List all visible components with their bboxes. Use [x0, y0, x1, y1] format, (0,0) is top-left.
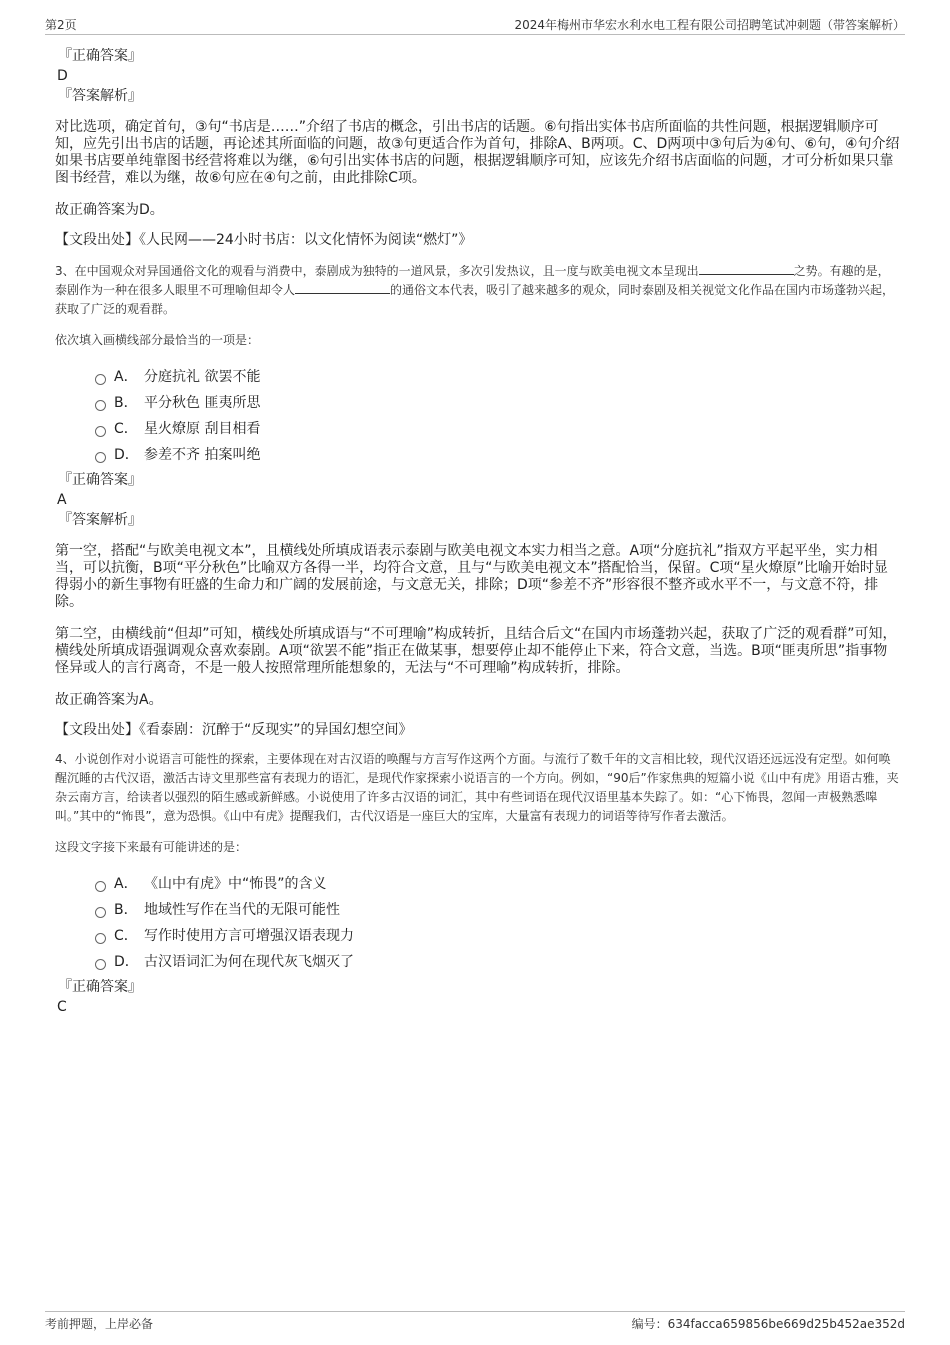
question-3-part2: 之势。有趣的是，泰剧作为一种在很多人眼里不可理喻但却令人	[55, 264, 890, 297]
option-a[interactable]	[95, 871, 900, 897]
option-text: 星火燎原 刮目相看	[144, 421, 261, 437]
document-body	[55, 46, 900, 1017]
document-id: 编号：634facca659856be669d25b452ae352d	[631, 1317, 905, 1331]
analysis-paragraph: 对比选项，确定首句，③句“书店是……”介绍了书店的概念，引出书店的话题。⑥句指出实体书店所面临的共性问题，根据逻辑顺序可知，应先引出书店的话题，再论述其所面临的问题，故③句更适合作为首句，排除A、B两项。C、D两项中③句后为④句、⑥句，④句介绍如果书店要单纯靠图书经营将难以为继，⑥句引出实体书店的问题，根据逻辑顺序可知，应该先介绍书店面临的问题，才可分析如果只靠图书经营，难以为继，故⑥句应在④句之前，由此排除C项。	[55, 119, 900, 186]
question-3-text	[55, 262, 900, 319]
option-text: 分庭抗礼 欲罢不能	[144, 369, 261, 385]
question-4-instruction: 这段文字接下来最有可能讲述的是：	[55, 840, 248, 854]
option-letter: C．	[114, 421, 138, 437]
radio-icon[interactable]	[95, 959, 106, 970]
analysis-conclusion: 故正确答案为D。	[55, 202, 164, 218]
page-header	[45, 14, 905, 35]
option-b[interactable]	[95, 897, 900, 923]
blank-1	[699, 262, 794, 275]
answer-label: 『正确答案』	[58, 48, 142, 64]
question-4-text: 4、小说创作对小说语言可能性的探索，主要体现在对古汉语的唤醒与方言写作这两个方面。与流行了数千年的文言相比较，现代汉语还远远没有定型。如何唤醒沉睡的古代汉语，激活古诗文里那些富有表现力的语汇，是现代作家探索小说语言的一个方向。例如，“90后”作家焦典的短篇小说《山中有虎》用语古雅，夹杂云南方言，给读者以强烈的陌生感或新鲜感。小说使用了许多古汉语的词汇，其中有些词语在现代汉语里基本失踪了。如：“心下怖畏，忽闻一声极熟悉嗥叫。”其中的“怖畏”，意为恐惧。《山中有虎》提醒我们，古代汉语是一座巨大的宝库，大量富有表现力的词语等待写作者去激活。	[55, 752, 899, 823]
option-text: 古汉语词汇为何在现代灰飞烟灭了	[144, 954, 354, 970]
radio-icon[interactable]	[95, 426, 106, 437]
option-text: 平分秋色 匪夷所思	[144, 395, 261, 411]
radio-icon[interactable]	[95, 374, 106, 385]
blank-2	[295, 281, 390, 294]
answer-label: 『正确答案』	[58, 979, 142, 995]
correct-answer: D	[57, 68, 68, 84]
radio-icon[interactable]	[95, 452, 106, 463]
analysis-paragraph-1: 第一空，搭配“与欧美电视文本”，且横线处所填成语表示泰剧与欧美电视文本实力相当之意。A项“分庭抗礼”指双方平起平坐，实力相当，可以抗衡，B项“平分秋色”比喻双方各得一半，均符合文意，且与“与欧美电视文本”搭配恰当，保留。C项“星火燎原”比喻开始时显得弱小的新生事物有旺盛的生命力和广阔的发展前途，与文意无关，排除；D项“参差不齐”形容很不整齐或水平不一，与文意不符，排除。	[55, 543, 888, 610]
option-letter: D．	[114, 954, 139, 970]
question-4-options	[95, 871, 900, 975]
option-letter: B．	[114, 395, 138, 411]
option-c[interactable]	[95, 416, 900, 442]
option-c[interactable]	[95, 923, 900, 949]
page-footer	[45, 1311, 905, 1334]
option-text: 地域性写作在当代的无限可能性	[144, 902, 340, 918]
question-3-options	[95, 364, 900, 468]
option-b[interactable]	[95, 390, 900, 416]
option-letter: C．	[114, 928, 138, 944]
question-3-part1: 3、在中国观众对异国通俗文化的观看与消费中，泰剧成为独特的一道风景，多次引发热议，且一度与欧美电视文本呈现出	[55, 264, 699, 278]
option-a[interactable]	[95, 364, 900, 390]
radio-icon[interactable]	[95, 400, 106, 411]
option-text: 参差不齐 拍案叫绝	[144, 447, 261, 463]
option-letter: A．	[114, 369, 138, 385]
correct-answer: C	[57, 999, 67, 1015]
option-letter: A．	[114, 876, 138, 892]
footer-slogan: 考前押题，上岸必备	[45, 1317, 154, 1331]
analysis-paragraph-2: 第二空，由横线前“但却”可知，横线处所填成语与“不可理喻”构成转折，且结合后文“在国内市场蓬勃兴起，获取了广泛的观看群”可知，横线处所填成语强调观众喜欢泰剧。A项“欲罢不能”指正在做某事，想要停止却不能停止下来，符合文意，当选。B项“匪夷所思”指事物怪异或人的言行离奇，不是一般人按照常理所能想象的，无法与“不可理喻”构成转折，排除。	[55, 626, 897, 676]
option-text: 《山中有虎》中“怖畏”的含义	[144, 876, 327, 892]
source-citation: 【文段出处】《看泰剧：沉醉于“反现实”的异国幻想空间》	[55, 722, 413, 738]
radio-icon[interactable]	[95, 933, 106, 944]
option-d[interactable]	[95, 949, 900, 975]
correct-answer: A	[57, 492, 67, 508]
radio-icon[interactable]	[95, 907, 106, 918]
analysis-conclusion: 故正确答案为A。	[55, 692, 163, 708]
page-number: 第2页	[45, 18, 77, 32]
option-letter: D．	[114, 447, 139, 463]
source-citation: 【文段出处】《人民网——24小时书店：以文化情怀为阅读“燃灯”》	[55, 232, 473, 248]
radio-icon[interactable]	[95, 881, 106, 892]
analysis-label: 『答案解析』	[58, 512, 142, 528]
option-d[interactable]	[95, 442, 900, 468]
answer-label: 『正确答案』	[58, 472, 142, 488]
document-title: 2024年梅州市华宏水利水电工程有限公司招聘笔试冲刺题（带答案解析）	[514, 18, 905, 32]
question-3-instruction: 依次填入画横线部分最恰当的一项是：	[55, 333, 260, 347]
option-text: 写作时使用方言可增强汉语表现力	[144, 928, 354, 944]
question-3-part3: 的通俗文本代表，吸引了越来越多的观众，同时泰剧及相关视觉文化作品在国内市场蓬勃兴起，获取了广泛的观看群。	[55, 283, 895, 316]
analysis-label: 『答案解析』	[58, 88, 142, 104]
option-letter: B．	[114, 902, 138, 918]
